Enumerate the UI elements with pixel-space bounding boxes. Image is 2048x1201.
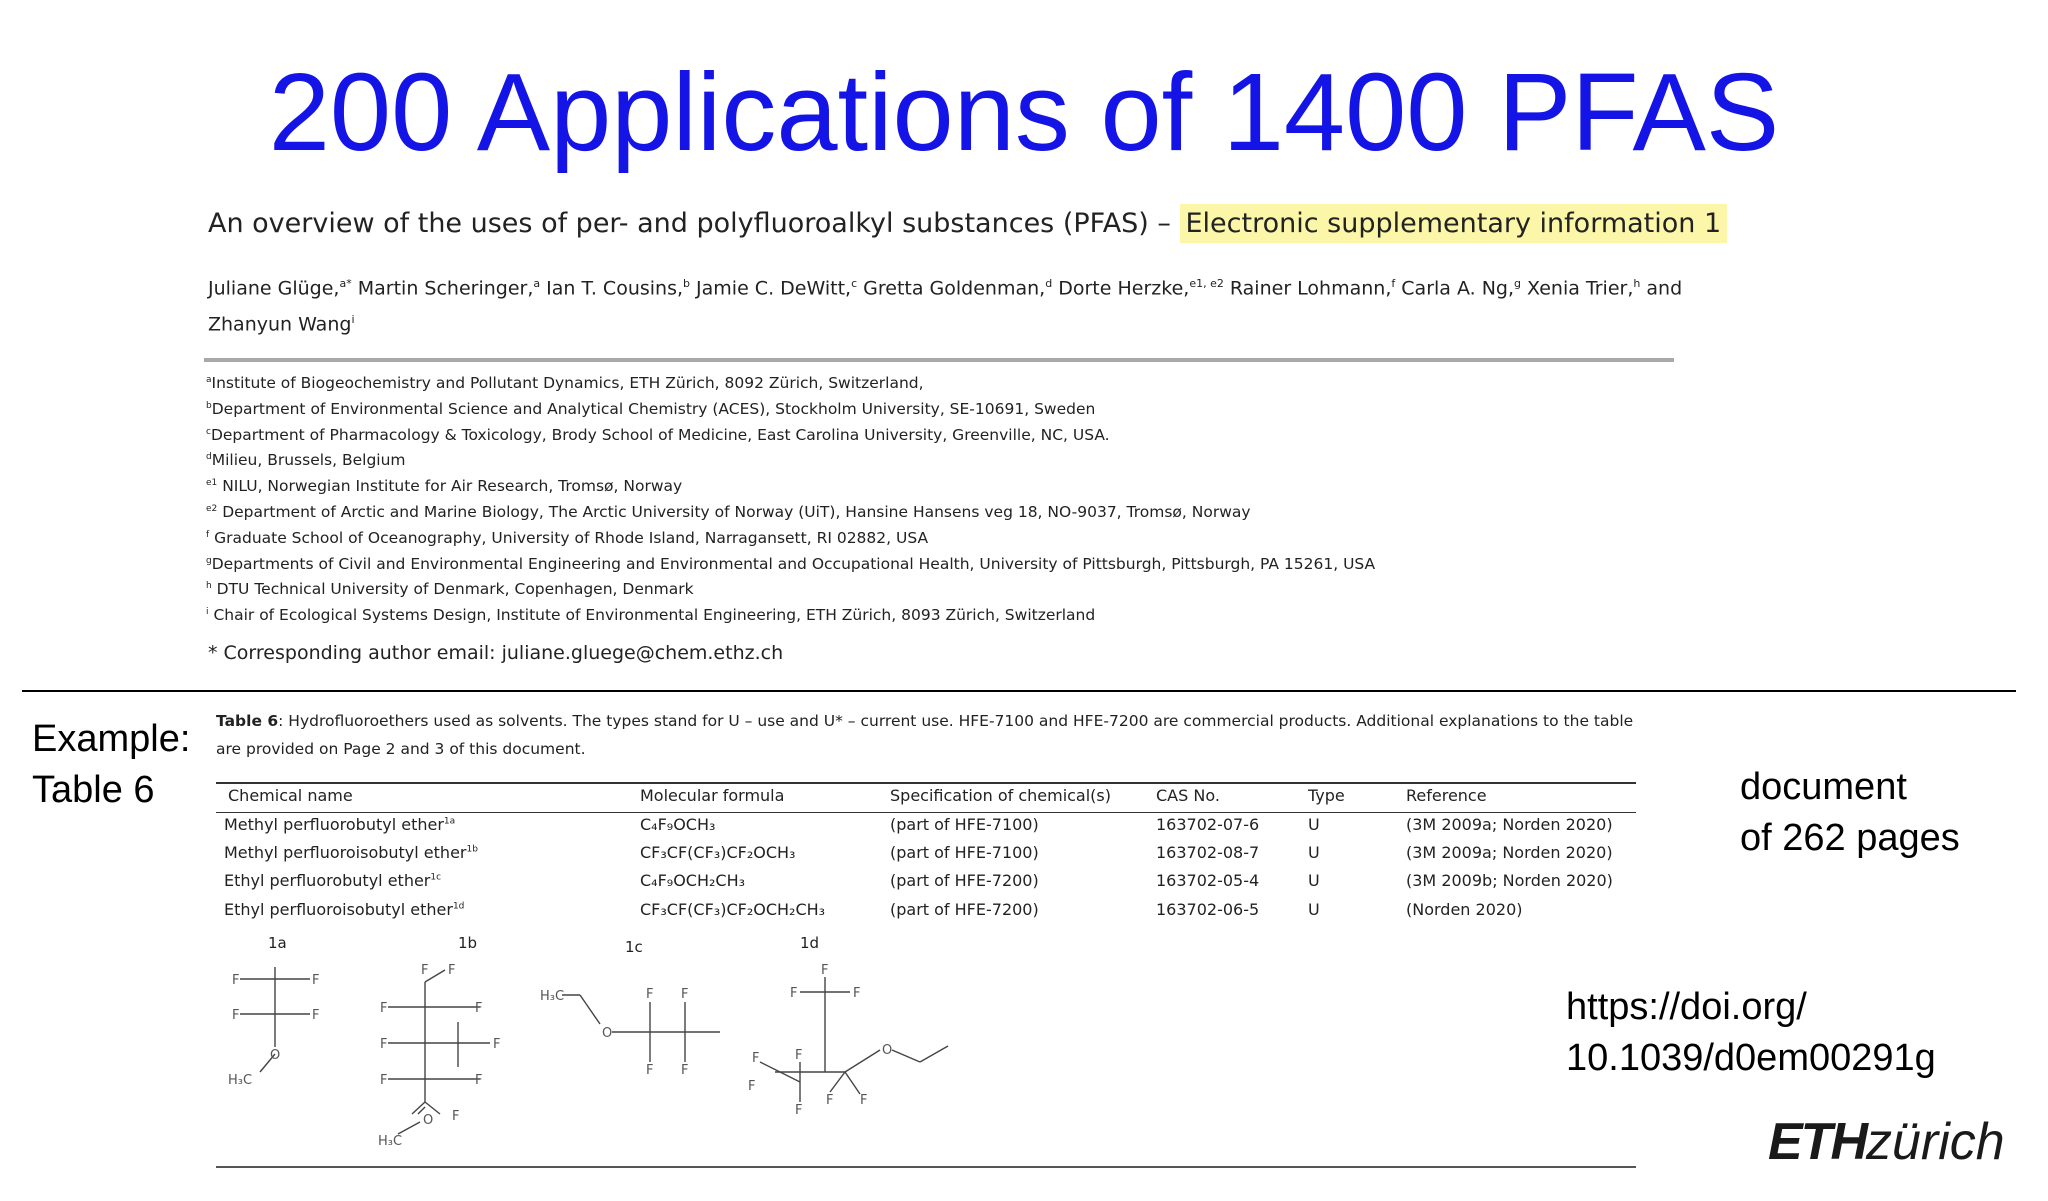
affiliation-text: Department of Environmental Science and Analytical Chemistry (ACES), Stockholm University, SE-10691, Sweden: [211, 399, 1096, 418]
corresponding-email: * Corresponding author email: juliane.gluege@chem.ethz.ch: [208, 642, 784, 664]
fluorine-atom-label: F: [860, 1093, 868, 1108]
affiliation-item: [206, 523, 1375, 549]
table-header-cell: Type: [1308, 786, 1345, 805]
fluorine-atom-label: F: [452, 1109, 460, 1124]
author-name: and Zhanyun Wang: [208, 277, 1683, 336]
fluorine-atom-label: F: [448, 963, 456, 978]
example-label-line1: Example:: [32, 718, 191, 760]
fluorine-atom-label: F: [312, 1008, 320, 1023]
fluorine-atom-label: F: [826, 1093, 834, 1108]
affiliation-divider: [204, 358, 1674, 362]
table-header-cell: Reference: [1406, 786, 1487, 805]
affiliation-mark: i: [206, 607, 209, 618]
table-cell-reference: (3M 2009a; Norden 2020): [1406, 815, 1613, 834]
fluorine-atom-label: F: [493, 1037, 501, 1052]
fluorine-atom-label: F: [232, 1008, 240, 1023]
affiliation-text: NILU, Norwegian Institute for Air Research, Tromsø, Norway: [217, 477, 683, 496]
affiliation-text: DTU Technical University of Denmark, Copenhagen, Denmark: [211, 580, 694, 599]
table-cell-chemical-name: [224, 815, 455, 834]
table-caption-text: : Hydrofluoroethers used as solvents. The types stand for U – use and U* – current use. HFE-7100 and HFE-7200 are commercial products. Additional explanations to the table are provided on Page 2 and 3 of this document.: [216, 712, 1634, 758]
fluorine-atom-label: F: [421, 963, 429, 978]
author-affiliation-mark: c: [851, 277, 858, 290]
table-header-cell: Specification of chemical(s): [890, 786, 1111, 805]
affiliation-item: [206, 497, 1375, 523]
structure-label: 1c: [625, 938, 643, 956]
affiliation-text: Department of Arctic and Marine Biology, The Arctic University of Norway (UiT), Hansine Hansens veg 18, NO-9037, Tromsø, Norway: [217, 503, 1251, 522]
author-name: Martin Scheringer,: [351, 277, 534, 300]
oxygen-atom-label: O: [602, 1026, 613, 1041]
table-cell-type: U: [1308, 843, 1320, 862]
table-header-cell: CAS No.: [1156, 786, 1220, 805]
example-label-line2: Table 6: [32, 769, 155, 811]
author-name: Juliane Glüge,: [208, 277, 340, 300]
table-cell-chemical-name: [224, 871, 441, 890]
table-cell-reference: (Norden 2020): [1406, 900, 1523, 919]
table-cell-type: U: [1308, 871, 1320, 890]
structure-ref: 1c: [430, 872, 442, 883]
author-affiliation-mark: f: [1391, 277, 1396, 290]
fluorine-atom-label: F: [380, 1037, 388, 1052]
affiliation-mark: e2: [206, 503, 218, 514]
table-cell-chemical-name: [224, 843, 478, 862]
structure-label: 1a: [268, 934, 287, 952]
fluorine-atom-label: F: [646, 987, 654, 1002]
table-bottom-rule: [216, 1166, 1636, 1168]
affiliation-text: Milieu, Brussels, Belgium: [211, 451, 406, 470]
affiliation-list: [206, 368, 1375, 626]
affiliation-item: [206, 549, 1375, 575]
fluorine-atom-label: F: [795, 1048, 803, 1063]
affiliation-text: Department of Pharmacology & Toxicology, Brody School of Medicine, East Carolina University, Greenville, NC, USA.: [210, 425, 1110, 444]
table-cell-type: U: [1308, 900, 1320, 919]
logo-zurich: zürich: [1866, 1113, 2005, 1171]
methyl-group-label: H₃C: [228, 1073, 253, 1088]
oxygen-atom-label: O: [882, 1043, 893, 1058]
fluorine-atom-label: F: [475, 1073, 483, 1088]
slide-title: 200 Applications of 1400 PFAS: [268, 51, 1780, 174]
affiliation-text: Chair of Ecological Systems Design, Institute of Environmental Engineering, ETH Zürich, 8093 Zürich, Switzerland: [208, 606, 1096, 625]
author-name: Jamie C. DeWitt,: [690, 277, 852, 300]
author-affiliation-mark: a: [533, 277, 541, 290]
methyl-group-label: H₃C: [540, 989, 565, 1004]
author-list: [208, 268, 1688, 341]
table-cell-formula: C₄F₉OCH₃: [640, 815, 716, 834]
affiliation-text: Departments of Civil and Environmental Engineering and Environmental and Occupational Health, University of Pittsburgh, Pittsburgh, PA 15261, USA: [211, 554, 1376, 573]
structure-ref: 1b: [466, 844, 478, 855]
fluorine-atom-label: F: [681, 987, 689, 1002]
author-affiliation-mark: b: [683, 277, 690, 290]
fluorine-atom-label: F: [790, 986, 798, 1001]
author-name: Carla A. Ng,: [1395, 277, 1515, 300]
author-name: Rainer Lohmann,: [1223, 277, 1392, 300]
fluorine-atom-label: F: [380, 1001, 388, 1016]
table-cell-chemical-name: [224, 900, 464, 919]
affiliation-item: [206, 445, 1375, 471]
affiliation-mark: g: [206, 555, 212, 566]
fluorine-atom-label: F: [232, 973, 240, 988]
author-name: Ian T. Cousins,: [540, 277, 684, 300]
author-affiliation-mark: a*: [339, 277, 352, 290]
affiliation-mark: f: [206, 529, 210, 540]
table-cell-formula: C₄F₉OCH₂CH₃: [640, 871, 746, 890]
fluorine-atom-label: F: [475, 1001, 483, 1016]
structure-ref: 1d: [452, 901, 465, 912]
logo-eth: ETH: [1768, 1113, 1866, 1171]
affiliation-mark: h: [206, 581, 212, 592]
table-cell-cas: 163702-08-7: [1156, 843, 1260, 862]
affiliation-item: [206, 394, 1375, 420]
fluorine-atom-label: F: [646, 1063, 654, 1078]
oxygen-atom-label: O: [423, 1113, 434, 1128]
affiliation-mark: d: [206, 452, 212, 463]
table-cell-specification: (part of HFE-7200): [890, 871, 1039, 890]
author-name: Gretta Goldenman,: [857, 277, 1046, 300]
affiliation-mark: c: [206, 426, 211, 437]
doi-link[interactable]: [1566, 982, 1936, 1084]
document-note-line2: of 262 pages: [1740, 817, 1960, 859]
fluorine-atom-label: F: [821, 963, 829, 978]
oxygen-atom-label: O: [270, 1048, 281, 1063]
structure-label: 1d: [800, 934, 820, 952]
document-size-note: [1740, 762, 1960, 864]
document-title-main: An overview of the uses of per- and polyfluoroalkyl substances (PFAS) –: [208, 208, 1180, 239]
chemical-name: Ethyl perfluoroisobutyl ether: [224, 900, 453, 919]
table-header-rule: [216, 812, 1636, 813]
fluorine-atom-label: F: [752, 1051, 760, 1066]
affiliation-item: [206, 368, 1375, 394]
document-title: [208, 208, 1727, 239]
fluorine-atom-label: F: [681, 1063, 689, 1078]
author-affiliation-mark: h: [1633, 277, 1641, 290]
example-label: [32, 714, 190, 816]
table-top-rule: [216, 782, 1636, 784]
table-header-cell: Chemical name: [228, 786, 353, 805]
chemical-name: Methyl perfluorobutyl ether: [224, 815, 444, 834]
fluorine-atom-label: F: [312, 973, 320, 988]
affiliation-mark: b: [206, 400, 212, 411]
table-cell-cas: 163702-07-6: [1156, 815, 1260, 834]
slide-divider: [22, 690, 2016, 692]
affiliation-item: [206, 600, 1375, 626]
methyl-group-label: H₃C: [378, 1134, 403, 1149]
author-name: Dorte Herzke,: [1052, 277, 1190, 300]
affiliation-item: [206, 420, 1375, 446]
chemical-structures: [220, 962, 980, 1162]
author-affiliation-mark: d: [1045, 277, 1053, 290]
chemical-name: Ethyl perfluorobutyl ether: [224, 871, 431, 890]
table-cell-reference: (3M 2009b; Norden 2020): [1406, 871, 1613, 890]
affiliation-text: Graduate School of Oceanography, University of Rhode Island, Narragansett, RI 02882, USA: [209, 528, 929, 547]
table-cell-specification: (part of HFE-7100): [890, 815, 1039, 834]
doi-line1: https://doi.org/: [1566, 986, 1807, 1028]
table-cell-cas: 163702-05-4: [1156, 871, 1260, 890]
author-affiliation-mark: g: [1514, 277, 1522, 290]
table-header-cell: Molecular formula: [640, 786, 785, 805]
fluorine-atom-label: F: [795, 1103, 803, 1118]
author-affiliation-mark: e1, e2: [1189, 277, 1224, 290]
table-cell-cas: 163702-06-5: [1156, 900, 1260, 919]
table-cell-specification: (part of HFE-7100): [890, 843, 1039, 862]
highlighted-supplement-label: Electronic supplementary information 1: [1180, 204, 1728, 243]
table-cell-type: U: [1308, 815, 1320, 834]
chemical-name: Methyl perfluoroisobutyl ether: [224, 843, 467, 862]
author-affiliation-mark: i: [351, 313, 355, 327]
fluorine-atom-label: F: [853, 986, 861, 1001]
fluorine-atom-label: F: [380, 1073, 388, 1088]
doi-line2: 10.1039/d0em00291g: [1566, 1037, 1936, 1079]
affiliation-item: [206, 574, 1375, 600]
eth-zurich-logo: [1768, 1112, 2005, 1172]
table-cell-specification: (part of HFE-7200): [890, 900, 1039, 919]
table-caption: [216, 707, 1646, 763]
affiliation-mark: a: [206, 375, 212, 385]
table-cell-reference: (3M 2009a; Norden 2020): [1406, 843, 1613, 862]
affiliation-item: [206, 471, 1375, 497]
table-cell-formula: CF₃CF(CF₃)CF₂OCH₃: [640, 843, 796, 862]
fluorine-atom-label: F: [748, 1079, 756, 1094]
table-cell-formula: CF₃CF(CF₃)CF₂OCH₂CH₃: [640, 900, 826, 919]
affiliation-mark: e1: [206, 478, 218, 489]
document-note-line1: document: [1740, 766, 1907, 808]
structure-ref: 1a: [443, 816, 456, 827]
structure-label: 1b: [458, 934, 478, 952]
author-name: Xenia Trier,: [1521, 277, 1634, 300]
affiliation-text: Institute of Biogeochemistry and Pollutant Dynamics, ETH Zürich, 8092 Zürich, Switzerland,: [211, 374, 924, 393]
table-caption-label: Table 6: [216, 712, 279, 730]
